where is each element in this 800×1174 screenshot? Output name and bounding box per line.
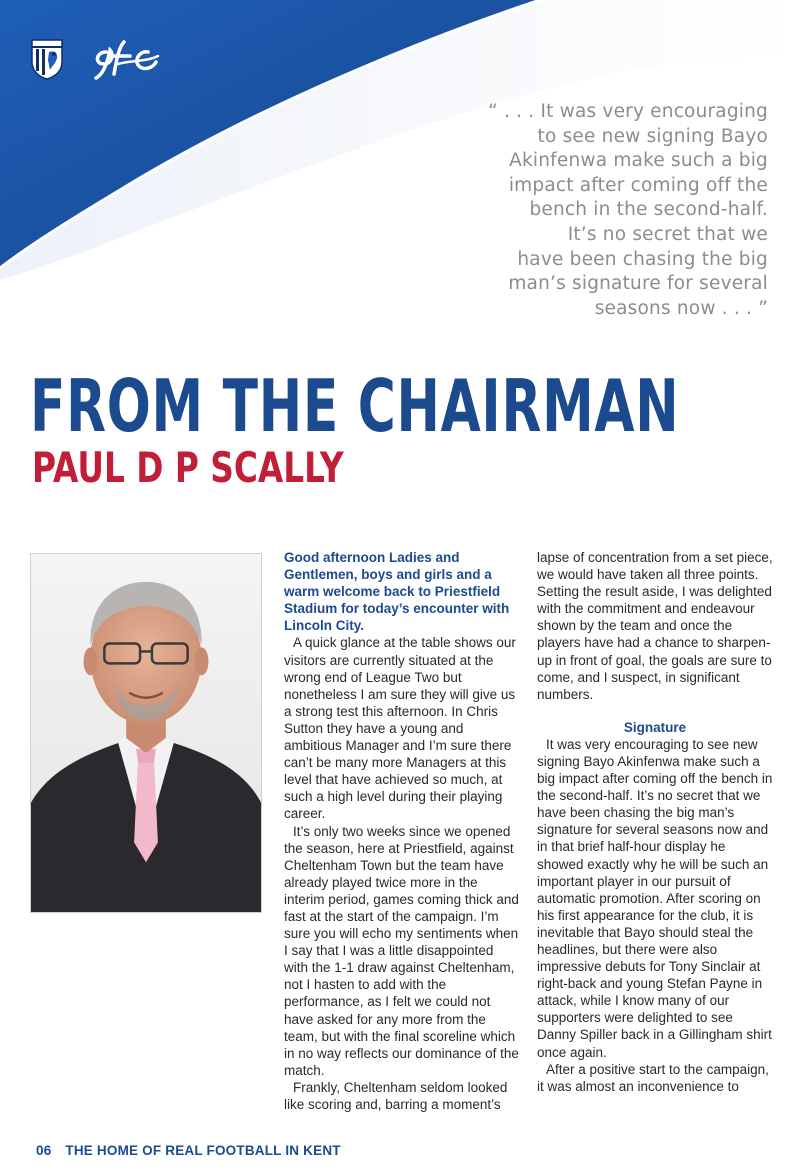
gfc-logo — [88, 34, 168, 84]
article-column-1 — [284, 549, 520, 1113]
section-subheading: Signature — [623, 719, 687, 735]
author-byline: PAUL D P SCALLY — [32, 443, 344, 492]
footer-tagline: THE HOME OF REAL FOOTBALL IN KENT — [65, 1143, 341, 1158]
page-number: 06 — [36, 1143, 52, 1158]
page-title: FROM THE CHAIRMAN — [30, 364, 680, 448]
article-paragraph: It was very encouraging to see new signing Bayo Akinfenwa make such a big impact after coming off the bench in the second-half. It’s no secret that we have been chasing the big man’s signature for several seasons now and in that brief half-hour display he showed exactly why he will be such an important player in our pursuit of automatic promotion. After scoring on his first appearance for the club, it is inevitable that Bayo should steal the headlines, but there were also impressive debuts for Tony Sinclair at right-back and young Stefan Payne in attack, while I know many of our supporters were delighted to see Danny Spiller back in a Gillingham shirt once again. — [537, 736, 773, 1060]
page-footer — [36, 1143, 341, 1158]
pull-quote: “ . . . It was very encouraging to see new signing Bayo Akinfenwa make such a big impact after coming off the bench in the second-half. It’s no secret that we have been chasing the big man’s signature for several seasons now . . . ” — [488, 101, 768, 319]
article-paragraph: After a positive start to the campaign, it was almost an inconvenience to — [537, 1061, 769, 1094]
article-paragraph: Frankly, Cheltenham seldom looked like scoring and, barring a moment’s — [284, 1079, 508, 1112]
chairman-portrait — [30, 553, 262, 913]
article-paragraph: A quick glance at the table shows our visitors are currently situated at the wrong end of League Two but nonetheless I am sure they will give us a strong test this afternoon. In Chris Sutton they have a young and ambitious Manager and I’m sure there can’t be many more Managers at this level that have achieved so much, at such a high level during their playing career. — [284, 635, 516, 822]
club-crest-icon — [30, 38, 64, 80]
article-paragraph: lapse of concentration from a set piece, we would have taken all three points. Setting the result aside, I was delighted with the commitment and endeavour shown by the team and once the players have had a chance to sharpen-up in front of goal, the goals are sure to come, and I suspect, in significant numbers. — [537, 550, 773, 702]
article-column-2 — [537, 549, 773, 1095]
article-intro: Good afternoon Ladies and Gentlemen, boys and girls and a warm welcome back to Priestfield Stadium for today’s encounter with Lincoln City. — [284, 550, 510, 634]
article-paragraph: It’s only two weeks since we opened the season, here at Priestfield, against Cheltenham Town but the team have already played twice more in the interim period, games coming thick and fast at the start of the campaign. I’m sure you will echo my sentiments when I say that I was a little disappointed with the 1-1 draw against Cheltenham, not I hasten to add with the performance, as I felt we could not have asked for any more from the team, but with the final scoreline which in no way reflects our dominance of the match. — [284, 823, 519, 1078]
